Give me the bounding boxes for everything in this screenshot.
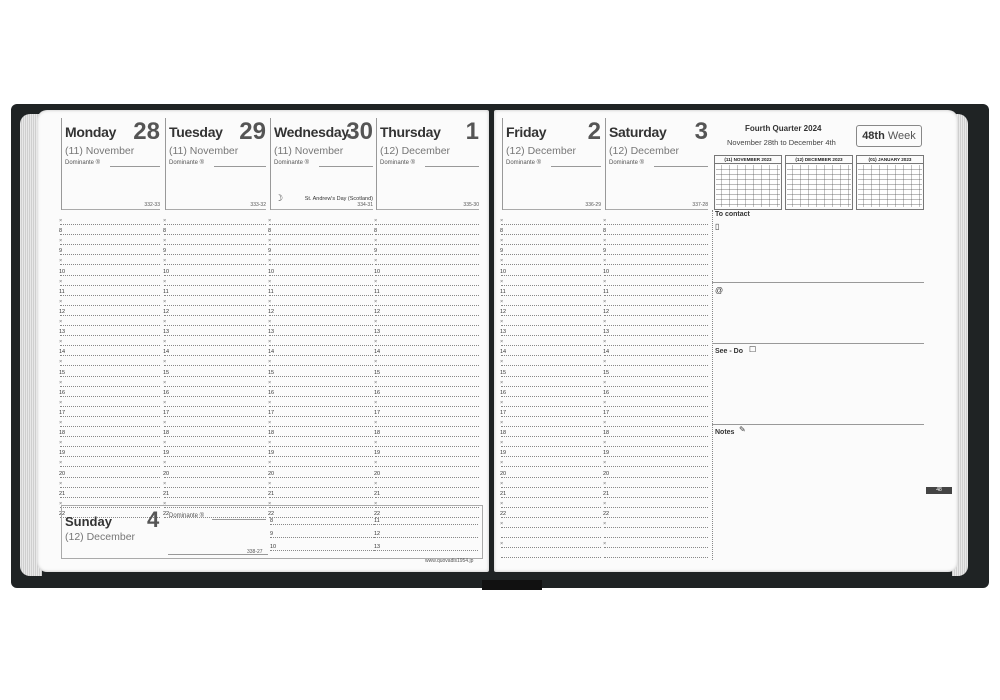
sunday-hour-row[interactable] (270, 532, 374, 551)
hour-label: 12 (500, 308, 507, 315)
mini-calendar-december (785, 155, 853, 210)
hour-label: 8 (163, 228, 167, 235)
hour-label: 13 (163, 329, 170, 336)
sunday-hour-row[interactable] (374, 532, 478, 551)
hour-label: 20 (59, 470, 66, 477)
dominante-line (214, 166, 266, 167)
half-hour-mark: × (59, 480, 63, 487)
day-name: Tuesday (169, 124, 223, 140)
contact-divider (712, 282, 924, 283)
day-count: 335-30 (463, 202, 479, 208)
dominante-label: Dominante ® (609, 160, 645, 166)
half-hour-mark: × (500, 339, 504, 346)
half-hour-mark: × (374, 258, 378, 265)
hour-label: 8 (59, 228, 63, 235)
half-hour-mark: × (603, 319, 607, 325)
hour-label: 21 (374, 490, 381, 497)
half-hour-mark: × (374, 440, 378, 447)
day-count: 334-31 (357, 202, 373, 208)
half-hour-mark: × (163, 460, 167, 467)
half-hour-mark: × (59, 379, 63, 386)
half-hour-mark: × (500, 298, 504, 305)
sunday-hour-column (374, 514, 478, 558)
half-hour-mark: × (603, 359, 607, 366)
day-name: Thursday (380, 124, 441, 140)
hour-label: 14 (59, 349, 66, 356)
half-hour-mark: × (603, 278, 607, 285)
half-hour-mark: × (59, 258, 63, 265)
day-header-tuesday (165, 118, 270, 210)
hour-label: 16 (603, 389, 610, 396)
hour-row[interactable] (604, 547, 708, 558)
hour-label: 15 (268, 369, 275, 376)
hour-label: 18 (163, 430, 170, 437)
hour-label: 14 (268, 349, 275, 356)
hour-row[interactable] (501, 547, 601, 558)
day-name: Saturday (609, 124, 667, 140)
hour-label: 20 (374, 470, 381, 477)
half-hour-mark: × (268, 359, 272, 366)
half-hour-mark: × (163, 420, 167, 426)
hour-label: 20 (500, 470, 507, 477)
half-hour-mark: × (163, 480, 167, 487)
hour-label: 16 (59, 389, 66, 396)
sunday-number: 4 (147, 507, 160, 532)
half-hour-mark: × (59, 339, 63, 346)
header-base-line (166, 209, 266, 210)
hour-label: 16 (374, 389, 381, 396)
hour-label: 9 (603, 248, 607, 255)
half-hour-mark: × (374, 500, 378, 507)
day-number: 3 (694, 118, 708, 145)
hour-label: 17 (163, 409, 170, 416)
mini-calendar-november (714, 155, 782, 210)
half-hour-mark: × (500, 521, 504, 527)
half-hour-mark: × (500, 258, 504, 265)
half-hour-mark: × (163, 238, 167, 245)
half-hour-mark: × (603, 379, 607, 386)
day-month: (12) December (609, 145, 680, 157)
sunday-block (61, 505, 483, 559)
day-number: 29 (239, 118, 266, 145)
sunday-dominante: Dominante ® (169, 513, 205, 519)
to-contact-label: To contact (715, 211, 750, 218)
hour-label: 18 (603, 430, 610, 437)
header-base-line (377, 209, 479, 210)
email-icon: @ (715, 286, 724, 295)
half-hour-mark: × (268, 480, 272, 487)
day-month: (11) November (65, 145, 135, 157)
half-hour-mark: × (500, 218, 504, 224)
side-divider (712, 210, 714, 560)
half-hour-mark: × (603, 339, 607, 346)
half-hour-mark: × (500, 278, 504, 285)
hour-label: 9 (500, 248, 504, 255)
hour-label: 11 (163, 288, 169, 295)
header-base-line (271, 209, 373, 210)
hour-label: 11 (268, 288, 274, 295)
mini-calendar-title: (12) DECEMBER 2023 (786, 156, 852, 164)
hour-label: 12 (374, 531, 381, 537)
email-divider (712, 343, 924, 344)
hour-label: 15 (163, 369, 170, 376)
hour-label: 20 (268, 470, 275, 477)
half-hour-mark: × (500, 440, 504, 447)
half-hour-mark: × (603, 480, 607, 487)
half-hour-mark: × (268, 298, 272, 305)
half-hour-mark: × (500, 480, 504, 487)
dominante-label: Dominante ® (65, 160, 101, 166)
half-hour-mark: × (500, 420, 504, 426)
day-header-monday (61, 118, 164, 210)
hour-label: 22 (59, 510, 66, 517)
hour-label: 17 (374, 409, 381, 416)
checkbox-icon: ☐ (749, 345, 757, 354)
hour-label: 11 (500, 288, 506, 295)
hour-column-friday (500, 214, 601, 548)
hour-label: 9 (374, 248, 378, 255)
mini-calendar-title: (11) NOVEMBER 2023 (715, 156, 781, 164)
hour-label: 15 (500, 369, 507, 376)
dominante-label: Dominante ® (169, 160, 205, 166)
half-hour-mark: × (603, 500, 607, 507)
half-hour-mark: × (59, 399, 63, 406)
planner-spine (482, 580, 542, 590)
hour-label: 19 (603, 450, 610, 457)
half-hour-mark: × (59, 440, 63, 447)
half-hour-mark: × (374, 339, 378, 346)
hour-label: 14 (603, 349, 610, 356)
half-hour-mark: × (603, 521, 607, 527)
half-hour-mark: × (500, 359, 504, 366)
day-name: Friday (506, 124, 547, 140)
half-hour-mark: × (374, 319, 378, 325)
day-number: 2 (587, 118, 601, 145)
half-hour-mark: × (500, 541, 504, 548)
dominante-line (319, 166, 373, 167)
half-hour-mark: × (163, 218, 167, 224)
hour-label: 16 (163, 389, 170, 396)
half-hour-mark: × (59, 500, 63, 507)
dominante-label: Dominante ® (506, 160, 542, 166)
hour-label: 9 (163, 248, 167, 255)
half-hour-mark: × (374, 460, 378, 467)
hour-label: 21 (59, 490, 66, 497)
half-hour-mark: × (163, 359, 167, 366)
sunday-name: Sunday (65, 514, 112, 529)
half-hour-mark: × (268, 500, 272, 507)
hour-label: 13 (374, 329, 381, 336)
hour-column-wednesday (269, 214, 373, 517)
hour-label: 8 (374, 228, 378, 235)
hour-label: 10 (500, 268, 507, 275)
half-hour-mark: × (59, 278, 63, 285)
half-hour-mark: × (59, 238, 63, 245)
half-hour-mark: × (374, 278, 378, 285)
week-tab[interactable]: 48 (926, 487, 952, 494)
half-hour-mark: × (59, 298, 63, 305)
pencil-icon: ✎ (739, 425, 746, 434)
dominante-label: Dominante ® (274, 160, 310, 166)
half-hour-mark: × (603, 218, 607, 224)
hour-label: 13 (268, 329, 275, 336)
hour-label: 18 (59, 430, 66, 437)
hour-label: 12 (268, 308, 275, 315)
hour-label: 11 (374, 288, 380, 295)
hour-label: 18 (500, 430, 507, 437)
week-number-box (856, 125, 922, 147)
hour-label: 17 (268, 409, 275, 416)
hour-column-saturday (603, 214, 708, 548)
dominante-line (654, 166, 708, 167)
half-hour-mark: × (500, 460, 504, 467)
mini-calendar-grid (787, 165, 851, 207)
half-hour-mark: × (268, 238, 272, 245)
half-hour-mark: × (163, 319, 167, 325)
website-label: www.quovadis1954.jp (425, 558, 474, 564)
hour-label: 8 (500, 228, 504, 235)
half-hour-mark: × (500, 319, 504, 325)
hour-label: 12 (163, 308, 170, 315)
hour-label: 10 (268, 268, 275, 275)
hour-label: 8 (603, 228, 607, 235)
half-hour-mark: × (163, 399, 167, 406)
half-hour-mark: × (603, 298, 607, 305)
day-number: 30 (346, 118, 373, 145)
half-hour-mark: × (374, 298, 378, 305)
day-header-saturday (605, 118, 712, 210)
hour-label: 21 (268, 490, 275, 497)
hour-column-tuesday (164, 214, 266, 517)
half-hour-mark: × (59, 420, 63, 426)
hour-label: 22 (268, 510, 275, 517)
half-hour-mark: × (268, 339, 272, 346)
day-name: Monday (65, 124, 117, 140)
mini-calendar-title: (01) JANUARY 2023 (857, 156, 923, 164)
hour-label: 22 (163, 510, 170, 517)
hour-label: 9 (268, 248, 272, 255)
half-hour-mark: × (268, 379, 272, 386)
half-hour-mark: × (163, 500, 167, 507)
day-month: (12) December (506, 145, 577, 157)
hour-label: 22 (603, 510, 610, 517)
half-hour-mark: × (603, 541, 607, 548)
hour-column-thursday (375, 214, 479, 517)
hour-label: 9 (59, 248, 63, 255)
half-hour-mark: × (374, 238, 378, 245)
hour-label: 21 (500, 490, 507, 497)
header-base-line (606, 209, 708, 210)
half-hour-mark: × (374, 359, 378, 366)
hour-label: 14 (374, 349, 381, 356)
hour-label: 20 (603, 470, 610, 477)
half-hour-mark: × (374, 420, 378, 426)
hour-label: 10 (374, 268, 381, 275)
sunday-hour-column (270, 514, 374, 558)
moon-phase-icon: ☽ (275, 193, 284, 203)
hour-label: 15 (374, 369, 381, 376)
half-hour-mark: × (268, 218, 272, 224)
hour-label: 19 (268, 450, 275, 457)
mini-calendar-january (856, 155, 924, 210)
notes-label: Notes (715, 429, 735, 436)
hour-label: 16 (268, 389, 275, 396)
hour-label: 17 (603, 409, 610, 416)
hour-label: 12 (603, 308, 610, 315)
half-hour-mark: × (268, 278, 272, 285)
hour-label: 19 (59, 450, 66, 457)
hour-label: 8 (270, 518, 274, 524)
day-header-thursday (376, 118, 483, 210)
half-hour-mark: × (59, 218, 63, 224)
half-hour-mark: × (59, 319, 63, 325)
dominante-label: Dominante ® (380, 160, 416, 166)
half-hour-mark: × (268, 399, 272, 406)
day-header-wednesday (270, 118, 377, 210)
half-hour-mark: × (374, 218, 378, 224)
mini-calendar-grid (858, 165, 922, 207)
half-hour-mark: × (603, 420, 607, 426)
day-count: 336-29 (585, 202, 601, 208)
hour-label: 10 (270, 544, 277, 550)
half-hour-mark: × (374, 379, 378, 386)
day-header-friday (502, 118, 605, 210)
hour-label: 19 (163, 450, 170, 457)
hour-label: 21 (163, 490, 170, 497)
half-hour-mark: × (59, 359, 63, 366)
day-name: Wednesday (274, 124, 349, 140)
day-month: (12) December (380, 145, 451, 157)
header-base-line (503, 209, 601, 210)
hour-label: 13 (603, 329, 610, 336)
half-hour-mark: × (268, 460, 272, 467)
half-hour-mark: × (268, 258, 272, 265)
half-hour-mark: × (500, 379, 504, 386)
hour-label: 13 (374, 544, 381, 550)
hour-label: 11 (374, 518, 380, 524)
half-hour-mark: × (163, 339, 167, 346)
hour-label: 14 (163, 349, 170, 356)
dominante-line (425, 166, 479, 167)
week-range: November 28th to December 4th (727, 138, 836, 147)
hour-label: 19 (500, 450, 507, 457)
half-hour-mark: × (500, 399, 504, 406)
half-hour-mark: × (163, 298, 167, 305)
holiday-label: St. Andrew's Day (Scotland) (304, 196, 373, 202)
half-hour-mark: × (603, 460, 607, 467)
mini-calendar-grid (716, 165, 780, 207)
half-hour-mark: × (500, 238, 504, 245)
half-hour-mark: × (500, 500, 504, 507)
hour-label: 12 (374, 308, 381, 315)
week-number: 48th (862, 130, 885, 142)
hour-label: 13 (500, 329, 507, 336)
half-hour-mark: × (163, 440, 167, 447)
half-hour-mark: × (268, 440, 272, 447)
hour-label: 22 (374, 510, 381, 517)
day-count: 333-32 (250, 202, 266, 208)
half-hour-mark: × (268, 420, 272, 426)
hour-label: 22 (500, 510, 507, 517)
hour-label: 11 (603, 288, 609, 295)
hour-label: 15 (59, 369, 66, 376)
half-hour-mark: × (374, 399, 378, 406)
day-count: 337-28 (692, 202, 708, 208)
hour-label: 13 (59, 329, 66, 336)
hour-label: 21 (603, 490, 610, 497)
hour-column-monday (60, 214, 160, 517)
dominante-line (110, 166, 160, 167)
hour-label: 18 (374, 430, 381, 437)
hour-label: 20 (163, 470, 170, 477)
half-hour-mark: × (163, 258, 167, 265)
hour-label: 11 (59, 288, 65, 295)
phone-icon: ▯ (715, 222, 720, 231)
day-month: (11) November (274, 145, 344, 157)
dominante-line (551, 166, 601, 167)
hour-label: 17 (500, 409, 507, 416)
half-hour-mark: × (268, 319, 272, 325)
hour-label: 12 (59, 308, 66, 315)
hour-label: 9 (270, 531, 274, 537)
hour-label: 10 (603, 268, 610, 275)
hour-label: 14 (500, 349, 507, 356)
header-base-line (62, 209, 160, 210)
day-month: (11) November (169, 145, 239, 157)
day-number: 1 (465, 118, 479, 145)
hour-label: 17 (59, 409, 66, 416)
day-number: 28 (133, 118, 160, 145)
half-hour-mark: × (603, 399, 607, 406)
hour-label: 18 (268, 430, 275, 437)
see-do-label: See - Do (715, 348, 744, 355)
sunday-bottom-line (168, 554, 268, 555)
hour-label: 8 (268, 228, 272, 235)
half-hour-mark: × (374, 480, 378, 487)
half-hour-mark: × (603, 238, 607, 245)
hour-label: 15 (603, 369, 610, 376)
quarter-title: Fourth Quarter 2024 (745, 124, 822, 133)
half-hour-mark: × (163, 379, 167, 386)
sunday-dominante-line (212, 519, 266, 520)
day-count: 332-33 (144, 202, 160, 208)
week-word: Week (887, 130, 916, 142)
hour-label: 16 (500, 389, 507, 396)
hour-label: 10 (59, 268, 66, 275)
sunday-day-count: 338-27 (247, 549, 263, 555)
half-hour-mark: × (59, 460, 63, 467)
half-hour-mark: × (603, 440, 607, 447)
half-hour-mark: × (163, 278, 167, 285)
sunday-month: (12) December (65, 531, 136, 543)
hour-label: 19 (374, 450, 381, 457)
hour-label: 10 (163, 268, 170, 275)
half-hour-mark: × (603, 258, 607, 265)
